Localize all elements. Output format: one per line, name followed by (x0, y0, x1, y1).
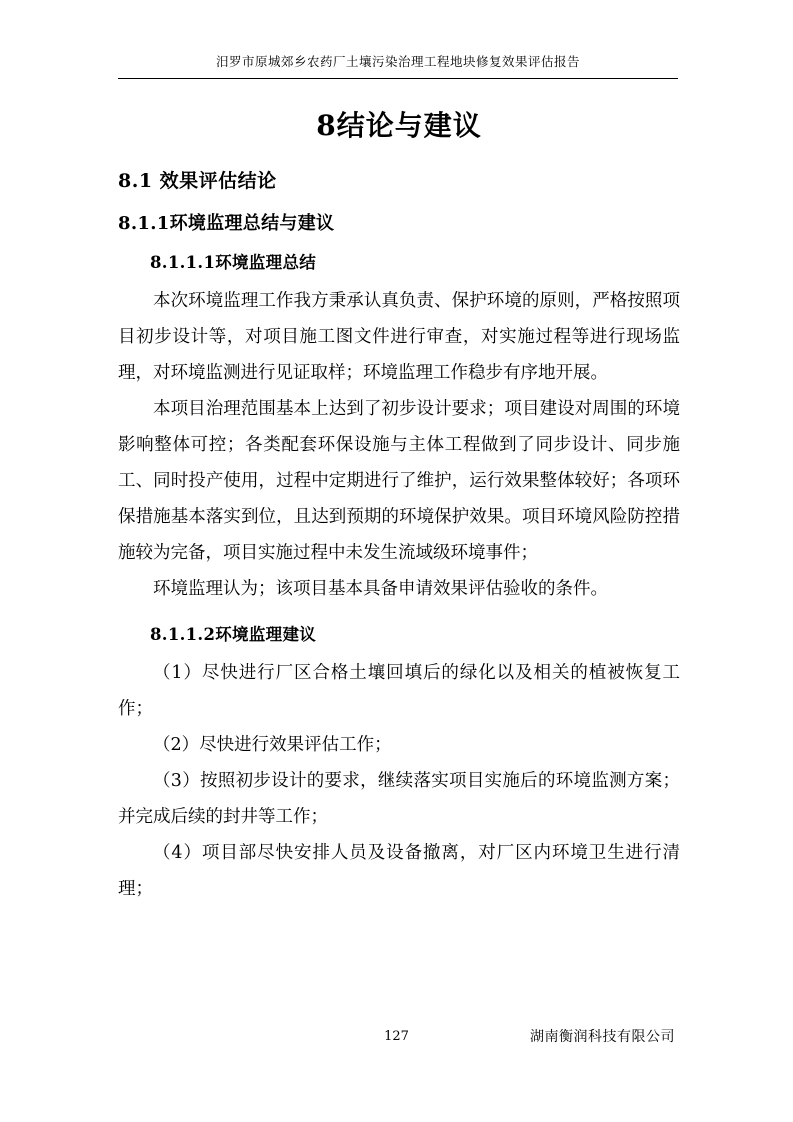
header-divider (118, 78, 678, 79)
recommendation-4: （4）项目部尽快安排人员及设备撤离，对厂区内环境卫生进行清理； (118, 843, 680, 899)
heading-8-1-1-2: 8.1.1.2环境监理建议 (150, 625, 317, 644)
paragraph-1: 本次环境监理工作我方秉承认真负责、保护环境的原则，严格按照项目初步设计等，对项目施工图文件进行审查，对实施过程等进行现场监理，对环境监测进行见证取样；环境监理工作稳步有序地开展。 (118, 291, 680, 383)
page-title: 8结论与建议 (316, 109, 482, 142)
footer-company: 湖南衡润科技有限公司 (530, 1029, 675, 1045)
page-content (118, 96, 680, 907)
heading-8-1-1: 8.1.1环境监理总结与建议 (118, 213, 335, 234)
recommendation-2: （2）尽快进行效果评估工作； (153, 735, 392, 755)
heading-8-1: 8.1 效果评估结论 (118, 170, 277, 192)
recommendation-1: （1）尽快进行厂区合格土壤回填后的绿化以及相关的植被恢复工作； (118, 663, 680, 719)
page-number: 127 (384, 1029, 409, 1044)
heading-8-1-1-1: 8.1.1.1环境监理总结 (150, 253, 317, 272)
paragraph-2: 本项目治理范围基本上达到了初步设计要求；项目建设对周围的环境影响整体可控；各类配套环保设施与主体工程做到了同步设计、同步施工、同时投产使用，过程中定期进行了维护，运行效果整体较好；各项环保措施基本落实到位，且达到预期的环境保护效果。项目环境风险防控措施较为完备，项目实施过程中未发生流域级环境事件； (118, 399, 680, 563)
running-header: 汨罗市原城郊乡农药厂土壤污染治理工程地块修复效果评估报告 (215, 54, 580, 69)
recommendation-3: （3）按照初步设计的要求，继续落实项目实施后的环境监测方案；并完成后续的封井等工作； (118, 771, 680, 827)
paragraph-3: 环境监理认为；该项目基本具备申请效果评估验收的条件。 (153, 579, 608, 599)
